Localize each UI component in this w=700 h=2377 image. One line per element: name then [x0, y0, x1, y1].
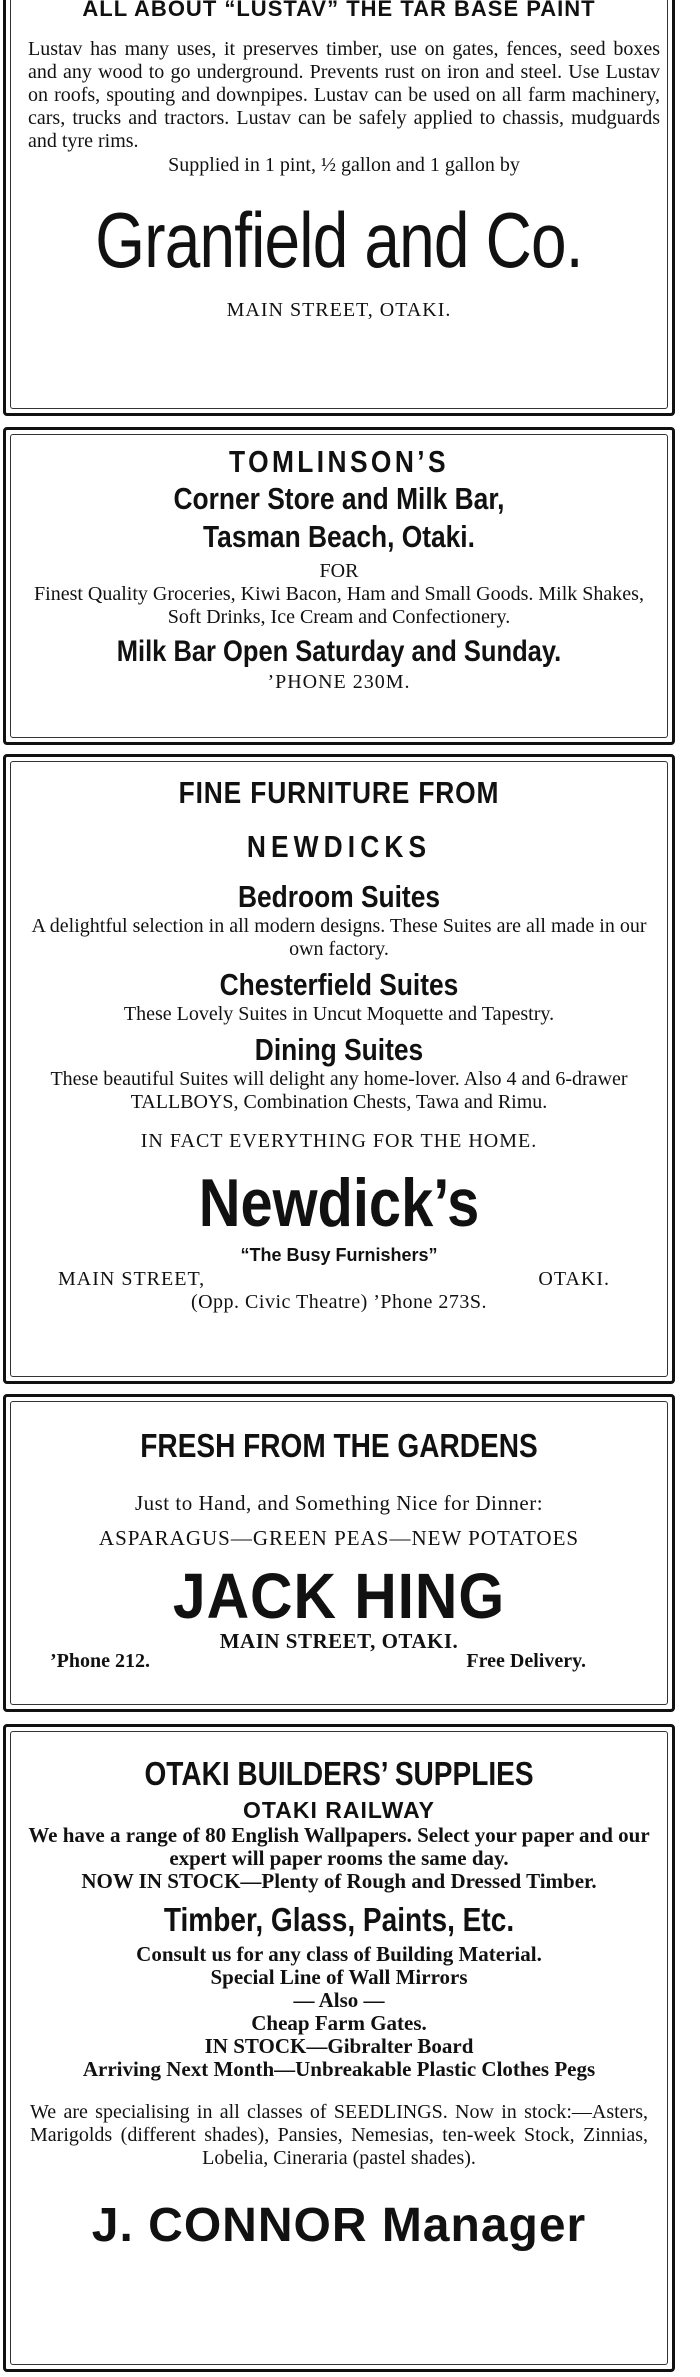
jack-hing-headline: FRESH FROM THE GARDENS [140, 1427, 538, 1464]
builders-gates: Cheap Farm Gates. [251, 2011, 427, 2035]
everything-for-home: IN FACT EVERYTHING FOR THE HOME. [140, 1130, 538, 1152]
tomlinsons-name: TOMLINSON’S [229, 444, 449, 479]
newdicks-address-row [6, 1268, 672, 1291]
builders-timber-stock: NOW IN STOCK—Plenty of Rough and Dressed Timber. [81, 1869, 597, 1893]
lustav-headline: ALL ABOUT “LUSTAV” THE TAR BASE PAINT [82, 0, 596, 21]
newdicks-headline: FINE FURNITURE FROM [178, 775, 500, 810]
builders-wallpaper: We have a range of 80 English Wallpapers. Select your paper and our expert will paper rooms the same day. [28, 1823, 650, 1870]
builders-also: — Also — [293, 1988, 385, 2012]
newdicks-advertisement [3, 754, 675, 1384]
newdicks-firm-name: Newdick’s [198, 1165, 480, 1241]
granfield-firm-name: Granfield and Co. [95, 196, 583, 284]
tomlinsons-body: Finest Quality Groceries, Kiwi Bacon, Ham and Small Goods. Milk Shakes, Soft Drinks, Ice Cream and Confectionery. [34, 583, 644, 628]
newdicks-street: MAIN STREET, [58, 1268, 206, 1290]
jack-hing-advertisement [3, 1394, 675, 1712]
bedroom-suites-heading: Bedroom Suites [237, 879, 441, 914]
lustav-body: Lustav has many uses, it preserves timber, use on gates, fences, seed boxes and any wood to go underground. Prevents rust on iron and steel. Use Lustav on roofs, spouting and downpipes. Lustav can be used on all farm machinery, cars, trucks and tractors. Lustav can be safely applied to chassis, mudguards and tyre rims. [28, 38, 660, 152]
granfield-address: MAIN STREET, OTAKI. [226, 299, 452, 321]
newdicks-tagline: “The Busy Furnishers” [240, 1245, 438, 1265]
builders-mirrors: Special Line of Wall Mirrors [210, 1965, 468, 1989]
builders-gibralter: IN STOCK—Gibralter Board [204, 2034, 474, 2058]
tomlinsons-phone: ’PHONE 230M. [267, 671, 411, 693]
builders-manager-signature: J. CONNOR Manager [91, 2199, 587, 2252]
jack-hing-address: MAIN STREET, OTAKI. [219, 1629, 459, 1653]
newdicks-town: OTAKI. [538, 1268, 610, 1290]
builders-subheadline: OTAKI RAILWAY [243, 1797, 435, 1823]
builders-seedlings: We are specialising in all classes of SEEDLINGS. Now in stock:—Asters, Marigolds (different shades), Pansies, Nemesias, ten-week Stock, Zinnias, Lobelia, Cineraria (pastel shades). [30, 2101, 648, 2169]
jack-hing-firm-name: JACK HING [172, 1560, 506, 1632]
jack-hing-produce: ASPARAGUS—GREEN PEAS—NEW POTATOES [98, 1526, 580, 1550]
chesterfield-suites-heading: Chesterfield Suites [219, 967, 459, 1002]
jack-hing-delivery: Free Delivery. [466, 1650, 586, 1672]
tomlinsons-for: FOR [319, 560, 359, 582]
dining-suites-text: These beautiful Suites will delight any home-lover. Also 4 and 6-drawer TALLBOYS, Combination Chests, Tawa and Rimu. [50, 1068, 628, 1113]
tomlinsons-milk-bar: Milk Bar Open Saturday and Sunday. [116, 635, 562, 668]
otaki-builders-advertisement [3, 1724, 675, 2372]
builders-arriving: Arriving Next Month—Unbreakable Plastic Clothes Pegs [82, 2057, 596, 2081]
jack-hing-intro: Just to Hand, and Something Nice for Dinner: [134, 1491, 544, 1515]
chesterfield-suites-text: These Lovely Suites in Uncut Moquette and Tapestry. [123, 1003, 555, 1025]
dining-suites-heading: Dining Suites [254, 1032, 424, 1067]
newdicks-subheadline: NEWDICKS [246, 829, 432, 864]
newdicks-opposite-phone: (Opp. Civic Theatre) ’Phone 273S. [190, 1291, 488, 1313]
builders-feature-line: Timber, Glass, Paints, Etc. [163, 1901, 515, 1938]
lustav-supply: Supplied in 1 pint, ½ gallon and 1 gallon by [168, 154, 520, 176]
bedroom-suites-text: A delightful selection in all modern designs. These Suites are all made in our own factory. [31, 915, 647, 960]
tomlinsons-subtitle-store: Corner Store and Milk Bar, [173, 481, 505, 516]
tomlinsons-advertisement [3, 427, 675, 745]
builders-headline: OTAKI BUILDERS’ SUPPLIES [144, 1755, 534, 1792]
jack-hing-phone: ’Phone 212. [50, 1650, 150, 1672]
granfield-advertisement [3, 0, 675, 416]
builders-consult: Consult us for any class of Building Material. [136, 1942, 542, 1966]
tomlinsons-subtitle-location: Tasman Beach, Otaki. [203, 519, 475, 554]
